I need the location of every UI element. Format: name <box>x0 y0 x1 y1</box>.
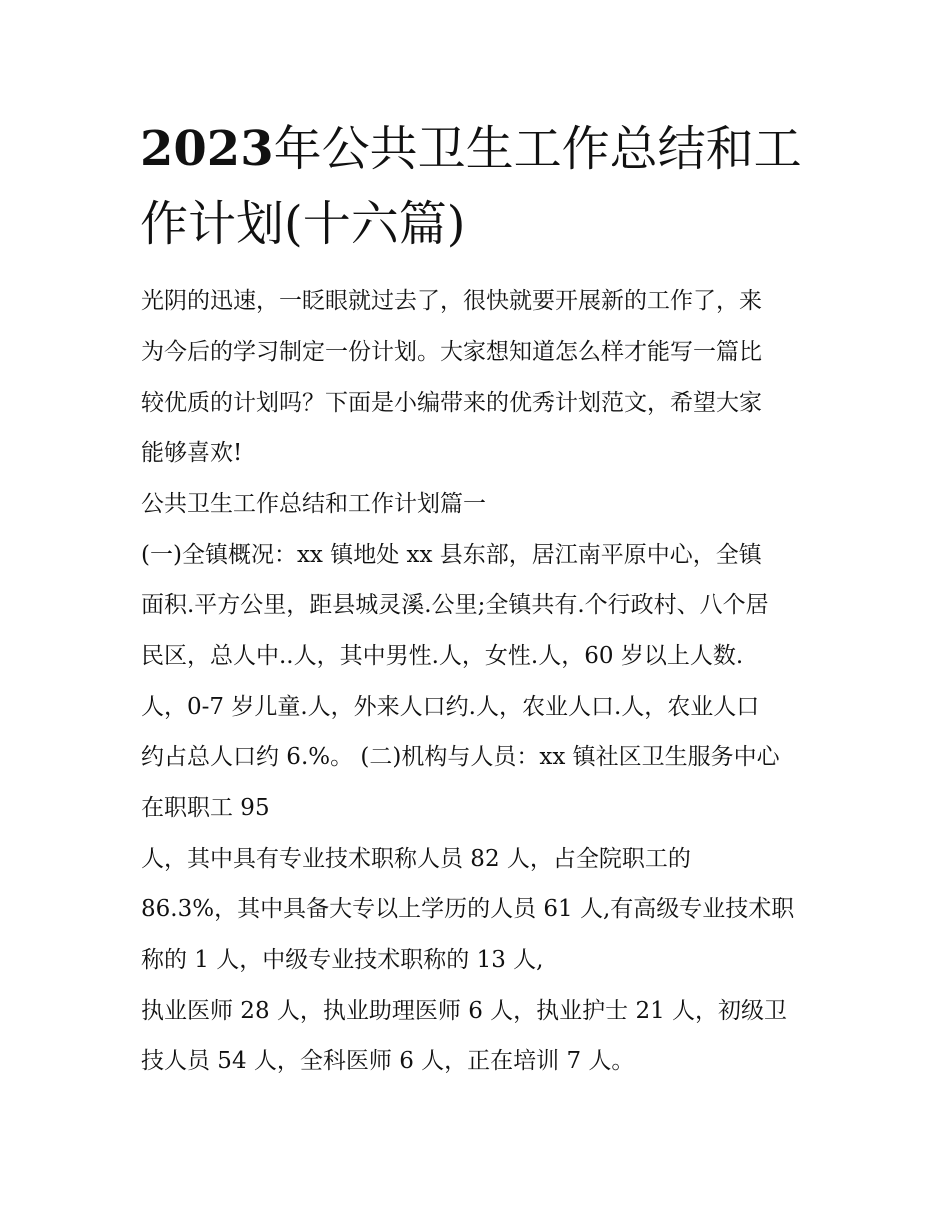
body-line: 86.3%，其中具备大专以上学历的人员 61 人,有高级专业技术职 <box>141 896 795 922</box>
body-line: 在职职工 95 <box>141 795 270 821</box>
body-line: 执业医师 28 人，执业助理医师 6 人，执业护士 21 人，初级卫 <box>141 998 788 1024</box>
body-line: 为今后的学习制定一份计划。大家想知道怎么样才能写一篇比 <box>141 339 762 365</box>
body-line: 技人员 54 人，全科医师 6 人，正在培训 7 人。 <box>141 1048 635 1074</box>
body-line: 面积.平方公里，距县城灵溪.公里;全镇共有.个行政村、八个居 <box>141 592 769 618</box>
body-line: 人，其中具有专业技术职称人员 82 人，占全院职工的 <box>141 846 691 872</box>
body-line: 民区，总人中..人，其中男性.人，女性.人，60 岁以上人数. <box>141 643 744 669</box>
body-line: 人，0-7 岁儿童.人，外来人口约.人，农业人口.人，农业人口 <box>141 694 760 720</box>
title-line1: 年公共卫生工作总结和工 <box>273 121 802 177</box>
body-line: 约占总人口约 6.%。 (二)机构与人员：xx 镇社区卫生服务中心 <box>141 744 780 770</box>
body-line: 能够喜欢! <box>141 440 243 466</box>
section-heading: 公共卫生工作总结和工作计划篇一 <box>141 491 486 517</box>
body-line: 称的 1 人，中级专业技术职称的 13 人, <box>141 947 544 973</box>
title-year: 2023 <box>140 121 274 177</box>
document-title <box>140 112 820 262</box>
body-line: (一)全镇概况：xx 镇地处 xx 县东部，居江南平原中心，全镇 <box>141 542 762 568</box>
title-line2: 作计划(十六篇) <box>140 196 466 252</box>
body-line: 光阴的迅速，一眨眼就过去了，很快就要开展新的工作了，来 <box>141 288 762 314</box>
body-line: 较优质的计划吗？下面是小编带来的优秀计划范文，希望大家 <box>141 390 762 416</box>
